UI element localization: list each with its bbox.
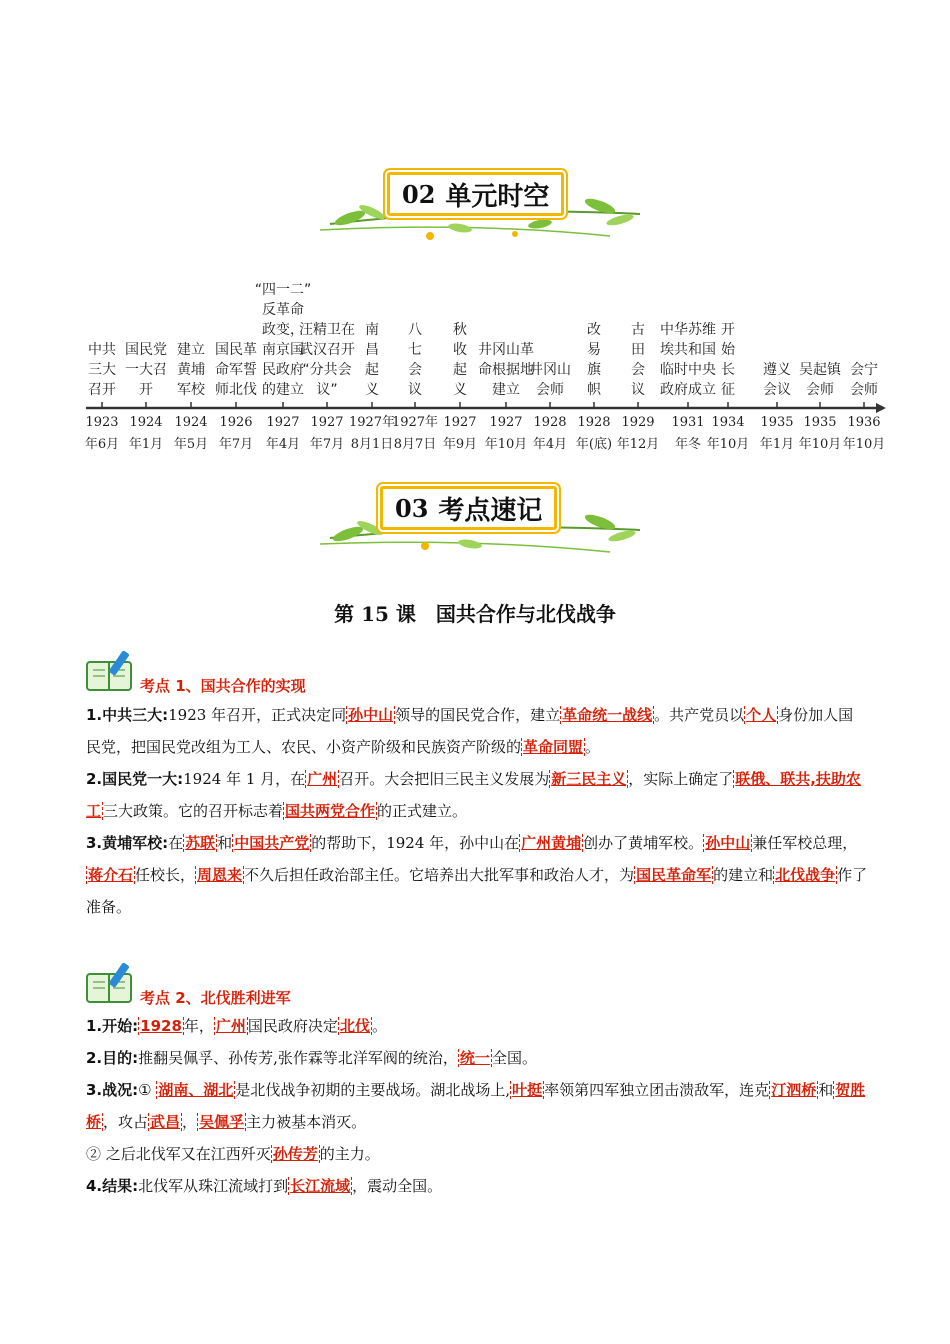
text-run: 。 [371, 1017, 387, 1035]
timeline-event-label: 汪精卫在 武汉召开 “分共会 议” [299, 322, 355, 398]
text-run: 3.战况: [86, 1081, 139, 1099]
timeline-event-date: 1936 年10月 [842, 415, 886, 452]
text-run: 主力被基本消灭。 [246, 1113, 367, 1131]
text-run: 兼任军校总理， [752, 834, 858, 852]
timeline-event-label: 中共 三大 召开 [88, 342, 116, 398]
timeline-event-date: 1924 年5月 [173, 415, 209, 452]
timeline-event-date: 1928 年4月 [532, 415, 568, 452]
text-run: 4.结果: [86, 1177, 139, 1195]
timeline-event-label: 建立 黄埔 军校 [177, 342, 205, 398]
text-run: 年， [183, 1017, 214, 1035]
text-run: 1924 年 1 月，在 [183, 770, 306, 788]
text-run: 任校长， [135, 866, 196, 884]
text-run: ， [182, 1113, 198, 1131]
timeline-event-label: “四一二” 反革命 政变， 南京国 民政府 的建立 [254, 282, 312, 398]
timeline-event-date: 1926 年7月 [218, 415, 254, 452]
answer-fill: 中国共产党 [234, 834, 310, 852]
timeline-event-date: 1931 年冬 [671, 415, 705, 452]
text-run: 1.中共三大: [86, 706, 169, 724]
timeline-event-date: 1927 年9月 [442, 415, 478, 452]
answer-fill: 孙中山 [705, 834, 751, 852]
kp2-paragraph-3 [86, 1074, 868, 1138]
timeline-event-label: 南 昌 起 义 [365, 322, 379, 398]
answer-fill: 北伐 [339, 1017, 370, 1035]
timeline-event-date: 1927年 8月1日 [348, 415, 396, 452]
answer-fill: 国共两党合作 [285, 802, 376, 820]
text-run: 率领第四军独立团击溃敌军，连克 [544, 1081, 770, 1099]
timeline-event-date: 1927年 8月7日 [391, 415, 439, 452]
text-run: 和 [818, 1081, 834, 1099]
timeline-event-date: 1935 年1月 [759, 415, 795, 452]
section-title: 03 考点速记 [380, 486, 557, 530]
timeline-event-label: 吴起镇 会师 [799, 362, 841, 398]
timeline-event-label: 改 易 旗 帜 [587, 322, 601, 398]
keypoint-1-title: 考点 1、国共合作的实现 [140, 677, 306, 695]
answer-fill: 革命统一战线 [562, 706, 653, 724]
lesson-title: 第 15 课 国共合作与北伐战争 [334, 602, 616, 626]
text-run: 北伐军从珠江流域打到 [138, 1177, 289, 1195]
answer-fill: 北伐战争 [775, 866, 836, 884]
timeline-event-label: 中华苏维 埃共和国 临时中央 政府成立 [660, 322, 716, 398]
text-run: ，攻占 [103, 1113, 149, 1131]
timeline-event-date: 1927 年4月 [265, 415, 301, 452]
answer-fill: 联俄、联共,扶助农工 [86, 770, 861, 820]
timeline-event-date: 1935 年10月 [798, 415, 842, 452]
timeline-event-label: 秋 收 起 义 [453, 322, 467, 398]
text-run: 国民政府决定 [247, 1017, 338, 1035]
timeline-event-date: 1923 年6月 [84, 415, 120, 452]
text-run: 作了准备。 [86, 866, 868, 916]
answer-fill: 汀泗桥 [771, 1081, 817, 1099]
text-run: 3.黄埔军校: [86, 834, 169, 852]
timeline-event-date: 1929 年12月 [616, 415, 660, 452]
text-run: 在 [168, 834, 184, 852]
answer-fill: 苏联 [185, 834, 216, 852]
text-run: ，震动全国。 [352, 1177, 443, 1195]
answer-fill: 广州黄埔 [521, 834, 582, 852]
text-run: 。 [585, 738, 601, 756]
kp2-paragraph-1 [86, 1010, 868, 1042]
text-run: 的建立和 [713, 866, 774, 884]
book-pencil-icon [85, 960, 139, 1006]
text-run: 三大政策。它的召开标志着 [103, 802, 284, 820]
text-run: 创办了黄埔军校。 [583, 834, 704, 852]
text-run: 和 [217, 834, 233, 852]
section-banner-timeline [0, 166, 950, 246]
text-run: 的帮助下，1924 年，孙中山在 [311, 834, 520, 852]
answer-fill: 统一 [459, 1049, 490, 1067]
text-run: 全国。 [491, 1049, 537, 1067]
text-run: ，实际上确定了 [628, 770, 734, 788]
answer-fill: 新三民主义 [551, 770, 627, 788]
text-run: 的正式建立。 [377, 802, 468, 820]
text-run: 。共产党员以 [654, 706, 745, 724]
timeline-event-label: 开 始 长 征 [721, 322, 735, 398]
text-run: 召开。大会把旧三民主义发展为 [339, 770, 550, 788]
book-pencil-icon [85, 648, 139, 694]
answer-fill: 湖南、湖北 [158, 1081, 234, 1099]
answer-fill: 蒋介石 [88, 866, 134, 884]
text-run: 身份加人国民党，把国民党改组为工人、农民、小资产阶级和民族资产阶级的 [86, 706, 854, 756]
text-run: ② 之后北伐军又在江西歼灭 [86, 1145, 271, 1163]
timeline-event-label: 国民革 命军誓 师北伐 [215, 342, 257, 398]
timeline-event-date: 1927 年7月 [309, 415, 345, 452]
timeline-event-label: 国民党 一大召 开 [125, 342, 167, 398]
kp2-paragraph-4 [86, 1138, 868, 1170]
text-run: 2.目的: [86, 1049, 139, 1067]
answer-fill: 吴佩孚 [199, 1113, 245, 1131]
answer-fill: 孙传芳 [272, 1145, 318, 1163]
answer-fill: 武昌 [150, 1113, 181, 1131]
text-run: ① [138, 1081, 157, 1099]
timeline-event-label: 井冈山革 命根据地 建立 [478, 342, 534, 398]
answer-fill: 个人 [746, 706, 777, 724]
section-banner-keypoints [0, 480, 950, 560]
timeline-event-date: 1928 年(底) [575, 415, 613, 452]
timeline-event-label: 古 田 会 议 [631, 322, 645, 398]
text-run: 是北伐战争初期的主要战场。湖北战场上, [235, 1081, 511, 1099]
timeline-event-label: 井冈山 会师 [529, 362, 571, 398]
answer-fill: 广州 [307, 770, 338, 788]
timeline-event-date: 1927 年10月 [484, 415, 528, 452]
answer-fill: 周恩来 [197, 866, 243, 884]
kp1-paragraph-2 [86, 763, 868, 827]
answer-fill: 长江流域 [290, 1177, 351, 1195]
timeline-event-label: 遵义 会议 [763, 362, 791, 398]
timeline-event-label: 八 七 会 议 [408, 322, 422, 398]
kp2-paragraph-2 [86, 1042, 868, 1074]
text-run: 推翻吴佩孚、孙传芳,张作霖等北洋军阀的统治， [138, 1049, 458, 1067]
text-run: 领导的国民党合作，建立 [395, 706, 561, 724]
kp1-paragraph-1 [86, 699, 868, 763]
section-title: 02 单元时空 [387, 172, 564, 216]
timeline-event-date: 1924 年1月 [128, 415, 164, 452]
timeline-event-date: 1934 年10月 [706, 415, 750, 452]
kp1-paragraph-3 [86, 827, 868, 923]
text-run: 的主力。 [319, 1145, 380, 1163]
keypoint-2-title: 考点 2、北伐胜利进军 [140, 989, 291, 1007]
answer-fill: 孙中山 [348, 706, 394, 724]
answer-fill: 革命同盟 [523, 738, 584, 756]
answer-fill: 广州 [215, 1017, 246, 1035]
text-run: 1923 年召开，正式决定同 [168, 706, 347, 724]
timeline [0, 260, 950, 460]
answer-fill: 1928 [140, 1017, 182, 1035]
text-run: 不久后担任政治部主任。它培养出大批军事和政治人才，为 [244, 866, 635, 884]
answer-fill: 贺胜桥 [86, 1081, 866, 1131]
answer-fill: 国民革命军 [636, 866, 712, 884]
answer-fill: 叶挺 [512, 1081, 543, 1099]
timeline-event-label: 会宁 会师 [850, 362, 878, 398]
text-run: 2.国民党一大: [86, 770, 184, 788]
kp2-paragraph-5 [86, 1170, 868, 1202]
text-run: 1.开始: [86, 1017, 139, 1035]
